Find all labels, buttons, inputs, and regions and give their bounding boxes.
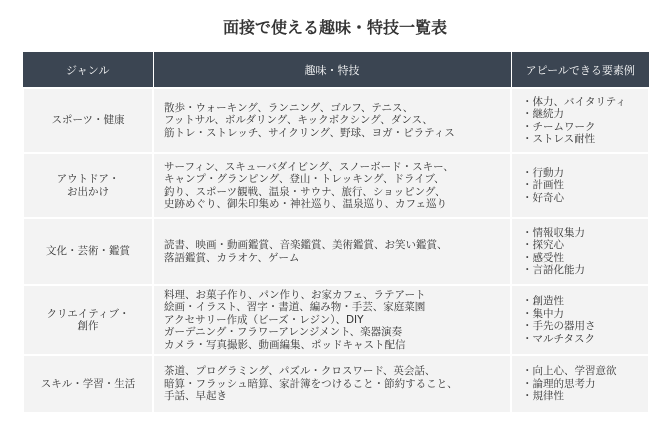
cell-line: カメラ・写真撮影、動画編集、ポッドキャスト配信 xyxy=(164,338,406,351)
genre-cell xyxy=(23,153,153,218)
appeal-item: ・体力、バイタリティ xyxy=(522,95,626,108)
appeal-item: ・計画性 xyxy=(522,179,564,192)
appeal-item: ・規律性 xyxy=(522,390,564,403)
cell-line: アクセサリー作成（ビーズ・レジン）、DIY xyxy=(164,313,364,326)
cell-line: スポーツ・健康 xyxy=(51,114,125,127)
appeal-item: ・向上心、学習意欲 xyxy=(522,365,617,378)
table-row xyxy=(23,153,649,218)
appeal-item: ・行動力 xyxy=(522,166,564,179)
cell-line: 落語鑑賞、カラオケ、ゲーム xyxy=(164,251,300,264)
table-row xyxy=(23,285,649,355)
hobbies-cell xyxy=(153,285,511,355)
appeal-item: ・創造性 xyxy=(522,295,564,307)
page-title: 面接で使える趣味・特技一覧表 xyxy=(222,18,447,37)
appeal-cell xyxy=(511,153,649,218)
hobbies-cell xyxy=(153,218,511,285)
appeal-item: ・手先の器用さ xyxy=(522,320,596,332)
cell-line: 読書、映画・動画鑑賞、音楽鑑賞、美術鑑賞、お笑い鑑賞、 xyxy=(164,239,448,251)
appeal-item: ・ストレス耐性 xyxy=(522,133,596,145)
cell-line: 茶道、プログラミング、パズル・クロスワード、英会話、 xyxy=(164,365,436,378)
cell-line: お出かけ xyxy=(67,185,109,198)
hobbies-cell xyxy=(153,153,511,218)
genre-cell xyxy=(23,285,153,355)
cell-line: 釣り、スポーツ観戦、温泉・サウナ、旅行、ショッピング、 xyxy=(164,185,446,198)
genre-cell xyxy=(23,355,153,413)
table-row xyxy=(23,355,649,413)
appeal-item: ・感受性 xyxy=(522,251,564,264)
hobbies-cell xyxy=(153,88,511,153)
appeal-item: ・言語化能力 xyxy=(522,264,585,276)
header-hobbies: 趣味・特技 xyxy=(153,52,511,88)
appeal-cell xyxy=(511,88,649,153)
header-appeal: アピールできる要素例 xyxy=(511,52,649,88)
cell-line: サーフィン、スキューバダイビング、スノーボード・スキー、 xyxy=(164,160,454,173)
appeal-item: ・探究心 xyxy=(522,239,564,251)
appeal-item: ・継続力 xyxy=(522,108,564,120)
cell-line: 手話、早起き xyxy=(164,390,227,403)
appeal-item: ・集中力 xyxy=(522,307,564,320)
cell-line: 文化・芸術・鑑賞 xyxy=(46,245,130,258)
hobbies-cell xyxy=(153,355,511,413)
appeal-cell xyxy=(511,355,649,413)
cell-line: ガーデニング・フラワーアレンジメント、楽器演奏 xyxy=(164,326,403,339)
table-header-row xyxy=(23,52,649,88)
appeal-item: ・論理的思考力 xyxy=(522,377,596,390)
header-genre: ジャンル xyxy=(23,52,153,88)
appeal-item: ・情報収集力 xyxy=(522,226,585,239)
genre-cell xyxy=(23,218,153,285)
appeal-cell xyxy=(511,285,649,355)
appeal-item: ・マルチタスク xyxy=(522,332,595,345)
appeal-item: ・チームワーク xyxy=(522,120,596,133)
cell-line: 料理、お菓子作り、パン作り、お家カフェ、ラテアート xyxy=(164,288,426,301)
cell-line: 散歩・ウォーキング、ランニング、ゴルフ、テニス、 xyxy=(164,101,414,114)
cell-line: 暗算・フラッシュ暗算、家計簿をつけること・節約すること、 xyxy=(164,377,458,390)
appeal-cell xyxy=(511,218,649,285)
table-row xyxy=(23,218,649,285)
cell-line: 絵画・イラスト、習字・書道、編み物・手芸、家庭菜園 xyxy=(164,301,426,314)
cell-line: スキル・学習・生活 xyxy=(40,377,136,390)
appeal-item: ・好奇心 xyxy=(522,191,564,204)
cell-line: 筋トレ・ストレッチ、サイクリング、野球、ヨガ・ピラティス xyxy=(164,126,455,139)
cell-line: キャンプ・グランピング、登山・トレッキング、ドライブ、 xyxy=(164,173,445,185)
cell-line: 史跡めぐり、御朱印集め・神社巡り、温泉巡り、カフェ巡り xyxy=(164,198,447,210)
cell-line: アウトドア・ xyxy=(56,173,120,185)
cell-line: 創作 xyxy=(77,320,99,332)
cell-line: フットサル、ボルダリング、キックボクシング、ダンス、 xyxy=(164,114,433,127)
table-row xyxy=(23,88,649,153)
genre-cell xyxy=(23,88,153,153)
cell-line: クリエイティブ・ xyxy=(46,307,130,320)
hobby-table xyxy=(22,52,650,414)
